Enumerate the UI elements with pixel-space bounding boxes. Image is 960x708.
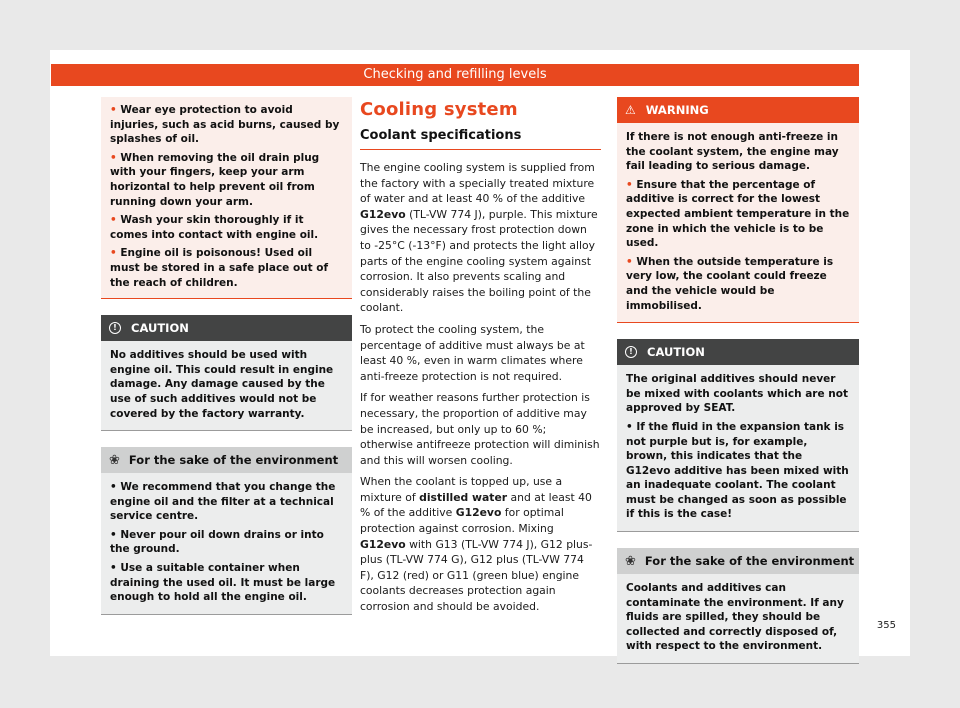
warning-box bbox=[617, 97, 859, 323]
paragraph: If for weather reasons further protection is necessary, the proportion of additive may be increased, but only up to 60 %; otherwise antifreeze protection will diminish and this will worsen cooling. bbox=[360, 391, 600, 467]
warning-header bbox=[617, 97, 859, 123]
bullet-icon: • bbox=[110, 214, 121, 227]
caution-text: No additives should be used with engine oil. This could result in engine damage. Any damage caused by the use of such additives would not be covered by the factory warranty. bbox=[110, 349, 334, 420]
warning-triangle-icon: ⚠ bbox=[625, 103, 636, 117]
environment-icon: ❀ bbox=[625, 553, 636, 569]
environment-item: • Never pour oil down drains or into the ground. bbox=[110, 528, 324, 556]
environment-item: • Use a suitable container when draining the used oil. It must be large enough to hold all the engine oil. bbox=[110, 562, 336, 604]
page-number: 355 bbox=[876, 620, 896, 631]
subsection-title: Coolant specifications bbox=[360, 128, 601, 150]
environment-title: For the sake of the environment bbox=[128, 453, 339, 468]
warning-body bbox=[617, 123, 859, 322]
caution-item: • If the fluid in the expansion tank is not purple but is, for example, brown, this indicates that the G12evo additive has been mixed with an inadequate coolant. The coolant must be changed as soon as possible if this is the case! bbox=[626, 420, 849, 521]
info-icon: ! bbox=[625, 346, 637, 358]
environment-body bbox=[101, 473, 352, 614]
environment-body bbox=[617, 574, 859, 663]
caution-intro: The original additives should never be mixed with coolants which are not approved by SEAT. bbox=[626, 373, 848, 415]
warning-item: • Ensure that the percentage of additive is correct for the lowest expected ambient temperature in the zone in which the vehicle is to be used. bbox=[626, 178, 850, 250]
environment-box bbox=[617, 548, 859, 664]
warning-item: • Wash your skin thoroughly if it comes into contact with engine oil. bbox=[110, 214, 319, 241]
environment-item: • We recommend that you change the engine oil and the filter at a technical service centre. bbox=[110, 481, 336, 523]
paragraph: To protect the cooling system, the percentage of additive must always be at least 40 %, even in warm climates where anti-freeze protection is not required. bbox=[360, 322, 585, 383]
warning-title: WARNING bbox=[645, 103, 709, 117]
bullet-icon: • bbox=[110, 247, 121, 260]
section-title: Cooling system bbox=[360, 99, 518, 120]
environment-title: For the sake of the environment bbox=[644, 554, 855, 569]
caution-header bbox=[101, 315, 352, 341]
caution-body bbox=[617, 365, 859, 531]
info-icon: ! bbox=[109, 322, 121, 334]
warning-item: • Wear eye protection to avoid injuries, such as acid burns, caused by splashes of oil. bbox=[110, 104, 340, 146]
caution-header bbox=[617, 339, 859, 365]
caution-box bbox=[617, 339, 859, 532]
paragraph: When the coolant is topped up, use a mixture of distilled water and at least 40 % of the additive G12evo for optimal protection against corrosion. Mixing G12evo with G13 (TL-VW 774 J), G12 plus-plus (TL-VW 774 G), G12 plus (TL-VW 774 F), G12 (red) or G11 (green blue) engine coolants decreases protection again corrosion and should be avoided. bbox=[360, 475, 593, 614]
warning-item: • Engine oil is poisonous! Used oil must be stored in a safe place out of the reach of children. bbox=[110, 247, 329, 289]
warning-intro: If there is not enough anti-freeze in the coolant system, the engine may fail leading to serious damage. bbox=[626, 131, 839, 173]
bullet-icon: • bbox=[110, 104, 121, 116]
environment-header bbox=[101, 447, 352, 473]
bullet-icon: • bbox=[110, 151, 121, 164]
left-column bbox=[101, 97, 352, 615]
warning-item: • When the outside temperature is very low, the coolant could freeze and the vehicle would be immobilised. bbox=[626, 255, 834, 312]
caution-body bbox=[101, 341, 352, 430]
environment-icon: ❀ bbox=[109, 452, 120, 468]
caution-title: CAUTION bbox=[131, 321, 189, 336]
page-header: Checking and refilling levels bbox=[51, 64, 859, 86]
caution-box bbox=[101, 315, 352, 431]
paragraph: The engine cooling system is supplied from the factory with a specially treated mixture of water and at least 40 % of the additive G12evo (TL-VW 774 J), purple. This mixture gives the necessary frost protection down to -25°C (-13°F) and protects the light alloy parts of the engine cooling system against corrosion. It also prevents scaling and considerably raises the boiling point of the coolant. bbox=[360, 161, 598, 315]
environment-box bbox=[101, 447, 352, 615]
bullet-icon: • bbox=[626, 178, 637, 191]
right-column bbox=[617, 97, 859, 664]
oil-warning-box bbox=[101, 97, 352, 299]
bullet-icon: • bbox=[626, 255, 637, 268]
environment-header bbox=[617, 548, 859, 574]
caution-title: CAUTION bbox=[647, 345, 705, 360]
warning-item: • When removing the oil drain plug with your fingers, keep your arm horizontal to help prevent oil from running down your arm. bbox=[110, 151, 320, 208]
middle-column bbox=[360, 97, 601, 621]
environment-text: Coolants and additives can contaminate the environment. If any fluids are spilled, they should be collected and correctly disposed of, with respect to the environment. bbox=[626, 582, 844, 653]
